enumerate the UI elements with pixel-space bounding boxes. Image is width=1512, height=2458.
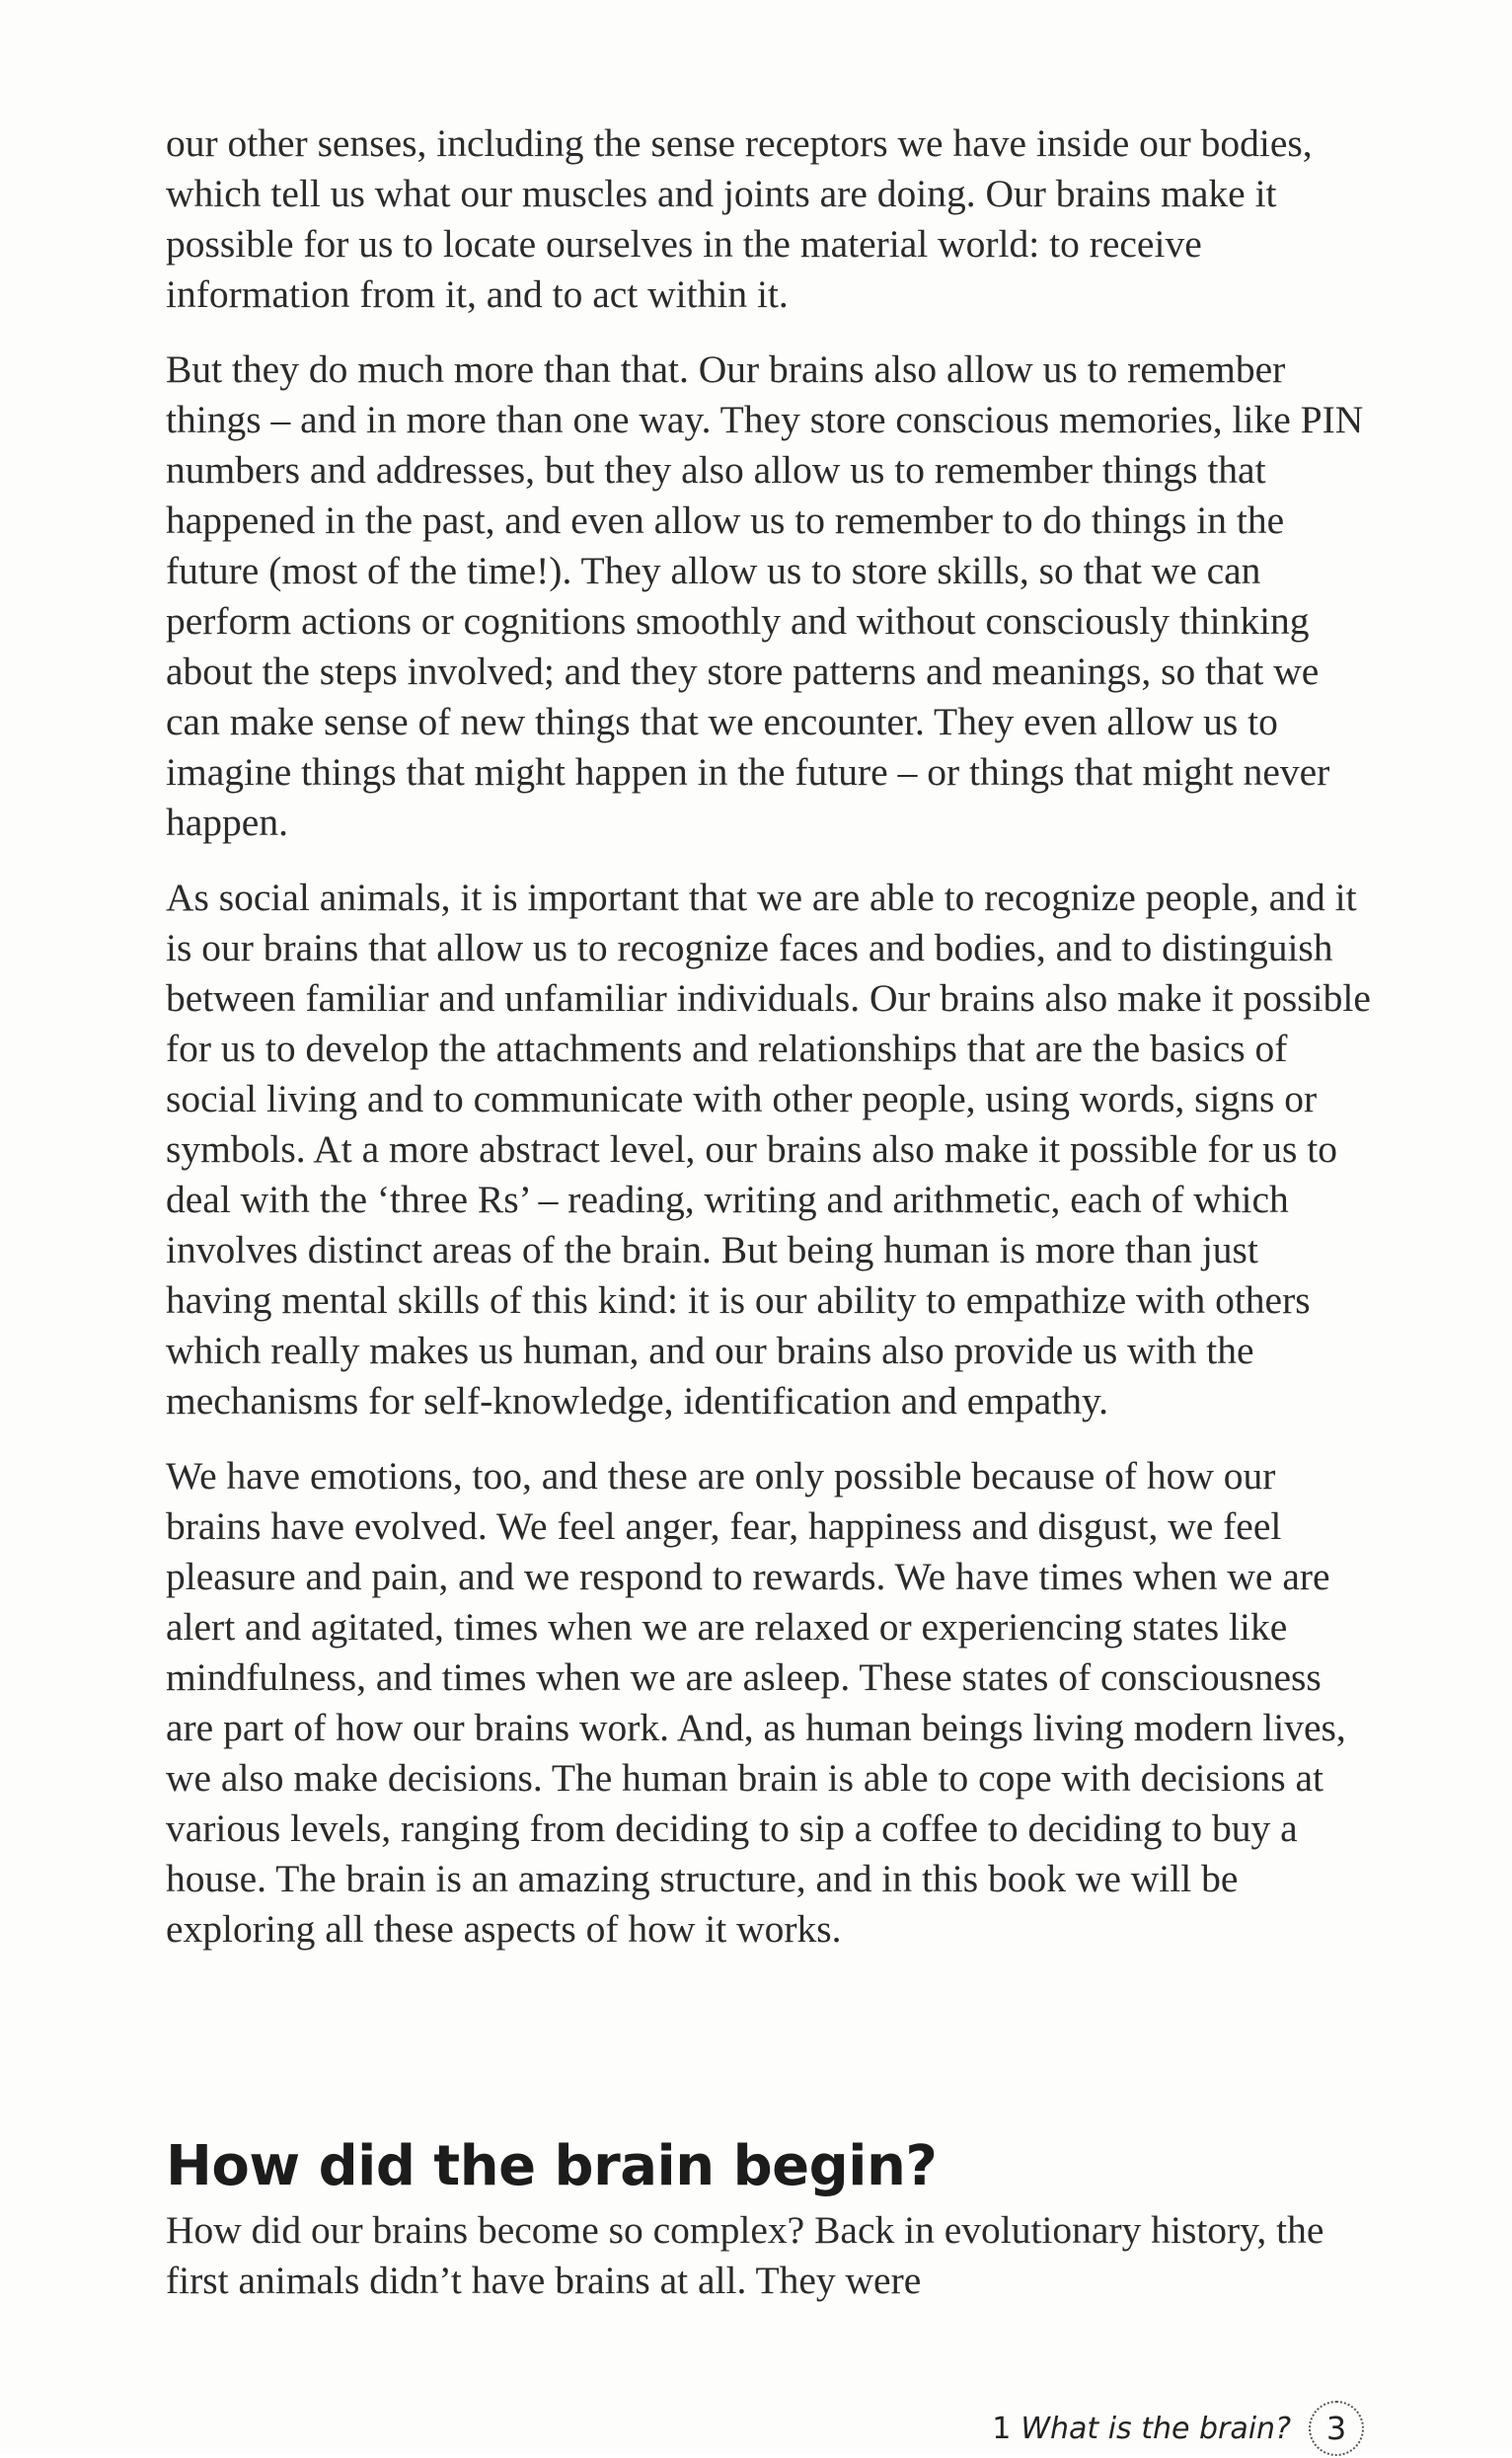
- paragraph-4: We have emotions, too, and these are only possible because of how our brains have evolved. We feel anger, fear, happiness and disgust, we feel pleasure and pain, and we respond to rewards. We have times when we are alert and agitated, times when we are relaxed or experiencing states like mindfulness, and times when we are asleep. These states of consciousness are part of how our brains work. And, as human beings living modern lives, we also make decisions. The human brain is able to cope with decisions at various levels, ranging from deciding to sip a coffee to deciding to buy a house. The brain is an amazing structure, and in this book we will be exploring all these aspects of how it works.: [166, 1454, 1346, 1951]
- paragraph-2: But they do much more than that. Our brains also allow us to remember things – and in more than one way. They store conscious memories, like PIN numbers and addresses, but they also allow us to remember things that happened in the past, and even allow us to remember to do things in the future (most of the time!). They allow us to store skills, so that we can perform actions or cognitions smoothly and without consciously thinking about the steps involved; and they store patterns and meanings, so that we can make sense of new things that we encounter. They even allow us to imagine things that might happen in the future – or things that might never happen.: [166, 347, 1364, 844]
- chapter-title: What is the brain?: [1021, 2411, 1291, 2446]
- running-footer: [992, 2399, 1364, 2458]
- body-text: [166, 118, 1372, 1979]
- paragraph-3: As social animals, it is important that we are able to recognize people, and it is our brains that allow us to recognize faces and bodies, and to distinguish between familiar and unfamiliar individuals. Our brains also make it possible for us to develop the attachments and relationships that are the basics of social living and to communicate with other people, using words, signs or symbols. At a more abstract level, our brains also make it possible for us to deal with the ‘three Rs’ – reading, writing and arithmetic, each of which involves distinct areas of the brain. But being human is more than just having mental skills of this kind: it is our ability to empathize with others which really makes us human, and our brains also provide us with the mechanisms for self-knowledge, identification and empathy.: [166, 876, 1371, 1422]
- section-heading: How did the brain begin?: [166, 2134, 938, 2198]
- chapter-number: 1: [992, 2411, 1012, 2446]
- paragraph-1: our other senses, including the sense receptors we have inside our bodies, which tell us what our muscles and joints are doing. Our brains make it possible for us to locate ourselves in the material world: to receive information from it, and to act within it.: [166, 121, 1313, 316]
- page-number: 3: [1309, 2401, 1364, 2456]
- section-intro-text: How did our brains become so complex? Back in evolutionary history, the first animals didn’t have brains at all. They were: [166, 2208, 1324, 2302]
